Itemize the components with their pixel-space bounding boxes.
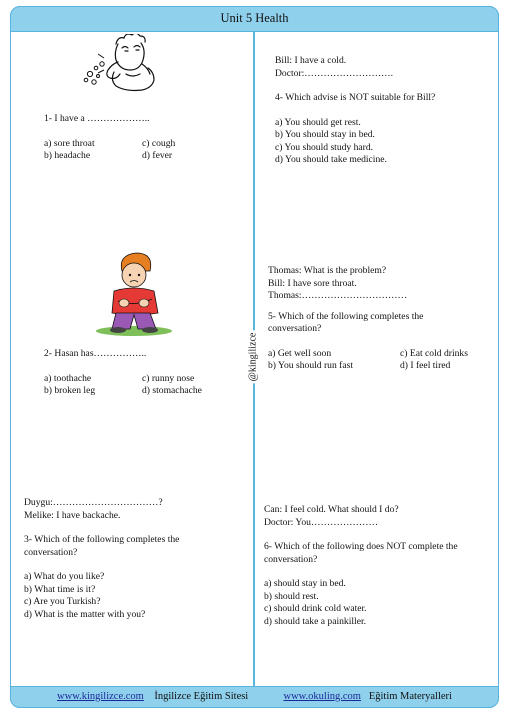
question-4-option-c[interactable]: c) You should study hard. [275, 141, 374, 153]
stomachache-boy-illustration [94, 251, 180, 339]
question-6-option-a[interactable]: a) should stay in bed. [264, 578, 346, 589]
question-6 [264, 504, 494, 628]
question-1 [44, 113, 244, 163]
page-footer [10, 686, 499, 708]
footer-text-kingilizce: İngilizce Eğitim Sitesi [154, 691, 249, 702]
question-5-stem-line-2: conversation? [268, 323, 322, 334]
page-title: Unit 5 Health [10, 6, 499, 32]
question-1-option-d[interactable]: d) fever [142, 150, 173, 161]
question-3-option-b[interactable]: b) What time is it? [24, 583, 96, 595]
question-2-option-a[interactable]: a) toothache [44, 372, 92, 384]
question-2-option-c[interactable]: c) runny nose [142, 372, 195, 384]
question-4-stem: 4- Which advise is NOT suitable for Bill? [275, 92, 436, 103]
question-1-stem: 1- I have a ……………….. [44, 113, 150, 124]
question-4-dialog-line-2: Doctor:………………………. [275, 67, 394, 79]
question-5-option-c[interactable]: c) Eat cold drinks [400, 347, 468, 359]
question-2-stem: 2- Hasan has…………….. [44, 348, 147, 359]
question-1-option-b[interactable]: b) headache [44, 150, 91, 161]
question-5-option-b[interactable]: b) You should run fast [268, 360, 354, 371]
question-4-option-b[interactable]: b) You should stay in bed. [275, 129, 375, 140]
question-2-option-b[interactable]: b) broken leg [44, 385, 96, 396]
question-4-dialog-line-1: Bill: I have a cold. [275, 55, 347, 66]
question-1-option-c[interactable]: c) cough [142, 137, 176, 149]
question-6-dialog-line-1: Can: I feel cold. What should I do? [264, 504, 399, 515]
question-3 [24, 497, 246, 621]
question-2-option-d[interactable]: d) stomachache [142, 385, 202, 396]
question-3-option-c[interactable]: c) Are you Turkish? [24, 596, 101, 607]
question-4-option-a[interactable]: a) You should get rest. [275, 116, 361, 128]
watermark-text: @kingilizce [247, 332, 259, 382]
footer-link-kingilizce[interactable]: www.kingilizce.com [57, 691, 144, 702]
question-5-stem-line-1: 5- Which of the following completes the [268, 310, 424, 322]
footer-link-okuling[interactable]: www.okuling.com [283, 691, 361, 702]
question-4 [275, 55, 490, 167]
question-5-option-a[interactable]: a) Get well soon [268, 347, 332, 359]
question-4-option-d[interactable]: d) You should take medicine. [275, 154, 387, 165]
question-6-option-c[interactable]: c) should drink cold water. [264, 603, 367, 614]
question-3-dialog-line-2: Melike: I have backache. [24, 509, 121, 521]
question-3-option-d[interactable]: d) What is the matter with you? [24, 608, 146, 620]
question-6-option-d[interactable]: d) should take a painkiller. [264, 615, 367, 627]
question-3-stem-line-1: 3- Which of the following completes the [24, 534, 180, 545]
question-3-stem-line-2: conversation? [24, 546, 78, 558]
question-1-option-a[interactable]: a) sore throat [44, 137, 95, 149]
question-5-dialog-line-1: Thomas: What is the problem? [268, 265, 387, 276]
sneezing-boy-illustration [78, 34, 168, 96]
question-6-option-b[interactable]: b) should rest. [264, 590, 319, 602]
question-6-dialog-line-2: Doctor: You………………… [264, 516, 379, 528]
question-6-stem-line-1: 6- Which of the following does NOT complete the [264, 541, 458, 552]
question-5-dialog-line-3: Thomas:…………………………… [268, 290, 408, 301]
question-2 [44, 348, 244, 398]
question-6-stem-line-2: conversation? [264, 553, 318, 565]
question-3-option-a[interactable]: a) What do you like? [24, 571, 105, 582]
question-5-dialog-line-2: Bill: I have sore throat. [268, 277, 357, 289]
footer-text-okuling: Eğitim Materyalleri [368, 691, 452, 702]
question-5-option-d[interactable]: d) I feel tired [400, 360, 451, 371]
question-5 [268, 265, 493, 373]
question-3-dialog-line-1: Duygu:……………………………? [24, 497, 163, 508]
